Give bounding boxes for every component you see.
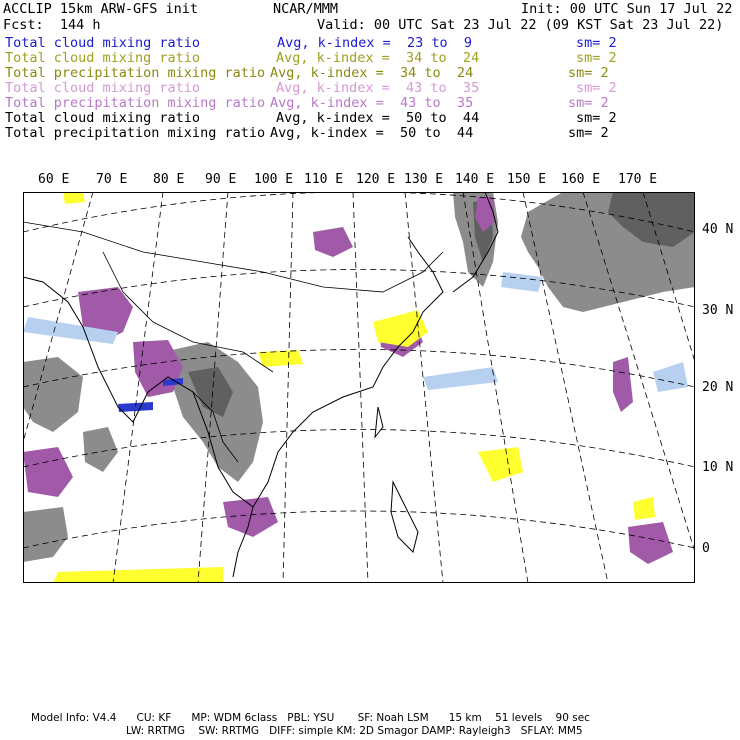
lat-label: 30 N [702,303,734,318]
legend-smooth: sm= 2 [576,80,617,96]
legend-smooth: sm= 2 [568,65,609,81]
legend-avg: Avg, k-index = 50 to 44 [270,125,474,141]
legend-smooth: sm= 2 [576,50,617,66]
legend-avg: Avg, k-index = 43 to 35 [276,80,480,96]
init-time: Init: 00 UTC Sun 17 Jul 22 [521,1,733,17]
legend-smooth: sm= 2 [568,125,609,141]
lat-label: 0 [702,541,710,556]
yellow-region-north [63,192,85,204]
lon-label: 70 E [96,172,128,187]
legend-field-name: Total cloud mixing ratio [5,35,201,51]
lat-label: 20 N [702,380,734,395]
lon-label: 120 E [356,172,396,187]
legend-field-name: Total precipitation mixing ratio [5,95,266,111]
lon-label: 160 E [561,172,601,187]
legend-smooth: sm= 2 [576,110,617,126]
lat-label: 40 N [702,222,734,237]
lon-label: 130 E [404,172,444,187]
legend-field-name: Total precipitation mixing ratio [5,65,266,81]
weather-map [23,192,695,583]
lon-label: 140 E [455,172,495,187]
lon-label: 80 E [153,172,185,187]
legend-smooth: sm= 2 [568,95,609,111]
lon-label: 150 E [507,172,547,187]
org-label: NCAR/MMM [273,1,339,17]
lon-label: 100 E [254,172,294,187]
model-info-line2: LW: RRTMG SW: RRTMG DIFF: simple KM: 2D Smagor DAMP: Rayleigh3 SFLAY: MM5 [126,725,583,737]
model-title: ACCLIP 15km ARW-GFS init [3,1,199,17]
legend-field-name: Total cloud mixing ratio [5,50,201,66]
lat-label: 10 N [702,460,734,475]
model-info-line1: Model Info: V4.4 CU: KF MP: WDM 6class PBL: YSU SF: Noah LSM 15 km 51 levels 90 sec [31,712,590,724]
lon-label: 60 E [38,172,70,187]
lon-label: 110 E [304,172,344,187]
forecast-hour: Fcst: 144 h [3,17,101,33]
lon-label: 170 E [618,172,658,187]
legend-field-name: Total cloud mixing ratio [5,80,201,96]
valid-time: Valid: 00 UTC Sat 23 Jul 22 (09 KST Sat 23 Jul 22) [317,17,724,33]
legend-avg: Avg, k-index = 43 to 35 [270,95,474,111]
legend-avg: Avg, k-index = 34 to 24 [276,50,480,66]
legend-avg: Avg, k-index = 23 to 9 [277,35,473,51]
legend-field-name: Total cloud mixing ratio [5,110,201,126]
legend-smooth: sm= 2 [576,35,617,51]
lon-label: 90 E [205,172,237,187]
legend-avg: Avg, k-index = 34 to 24 [270,65,474,81]
legend-avg: Avg, k-index = 50 to 44 [276,110,480,126]
legend-field-name: Total precipitation mixing ratio [5,125,266,141]
